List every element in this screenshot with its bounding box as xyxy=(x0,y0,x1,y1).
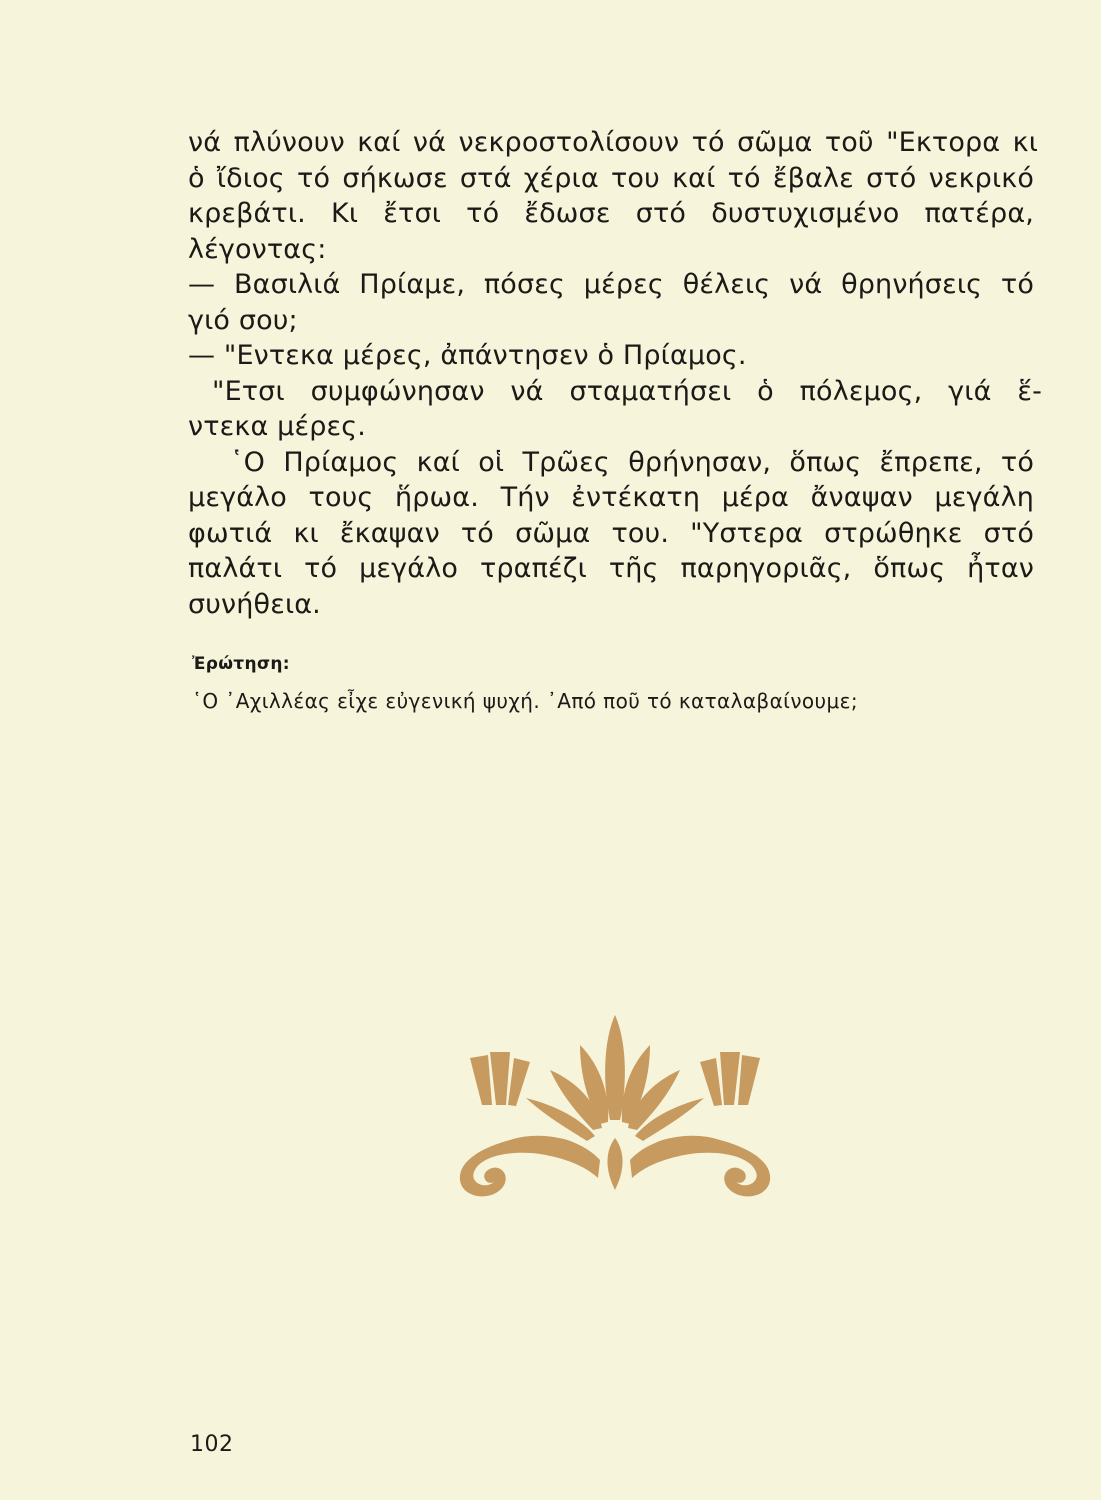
text-line: φωτιά κι ἔκαψαν τό σῶμα του. "Υστερα στρώθηκε στό xyxy=(188,517,1034,549)
text-line: νά πλύνουν καί νά νεκροστολίσουν τό σῶμα τοῦ "Εκτορα κι xyxy=(188,127,1038,158)
page-number: 102 xyxy=(190,1432,234,1457)
text-line: παλάτι τό μεγάλο τραπέζι τῆς παρηγοριᾶς, ὅπως ἦταν xyxy=(188,553,1034,584)
text-line: μεγάλο τους ἥρωα. Τήν ἐντέκατη μέρα ἄναψαν μεγάλη xyxy=(188,482,1034,513)
text-line: — Βασιλιά Πρίαμε, πόσες μέρες θέλεις νά θρηνήσεις τό xyxy=(188,269,1034,300)
text-line: κρεβάτι. Κι ἔτσι τό ἔδωσε στό δυστυχισμένο πατέρα, xyxy=(188,198,1034,229)
text-line: γιό σου; xyxy=(188,304,298,336)
text-line: ὁ ἴδιος τό σήκωσε στά χέρια του καί τό ἔβαλε στό νεκρικό xyxy=(188,162,1034,194)
palmette-ornament-icon xyxy=(430,1010,800,1210)
question-label: Ἐρώτηση: xyxy=(192,654,290,674)
text-line: "Ετσι συμφώνησαν νά σταματήσει ὁ πόλεμος, γιά ἕ- xyxy=(212,375,1042,407)
text-line: — "Εντεκα μέρες, ἀπάντησεν ὁ Πρίαμος. xyxy=(188,340,747,371)
text-line: ῾Ο Πρίαμος καί οἱ Τρῶες θρήνησαν, ὅπως ἔπρεπε, τό xyxy=(230,446,1034,478)
text-line: λέγοντας: xyxy=(188,233,327,265)
question-text: ῾Ο ᾿Αχιλλέας εἶχε εὐγενική ψυχή. ᾿Από ποῦ τό καταλαβαίνουμε; xyxy=(192,689,859,713)
text-line: συνήθεια. xyxy=(188,588,321,620)
text-line: ντεκα μέρες. xyxy=(188,411,366,442)
body-text xyxy=(188,125,1042,622)
